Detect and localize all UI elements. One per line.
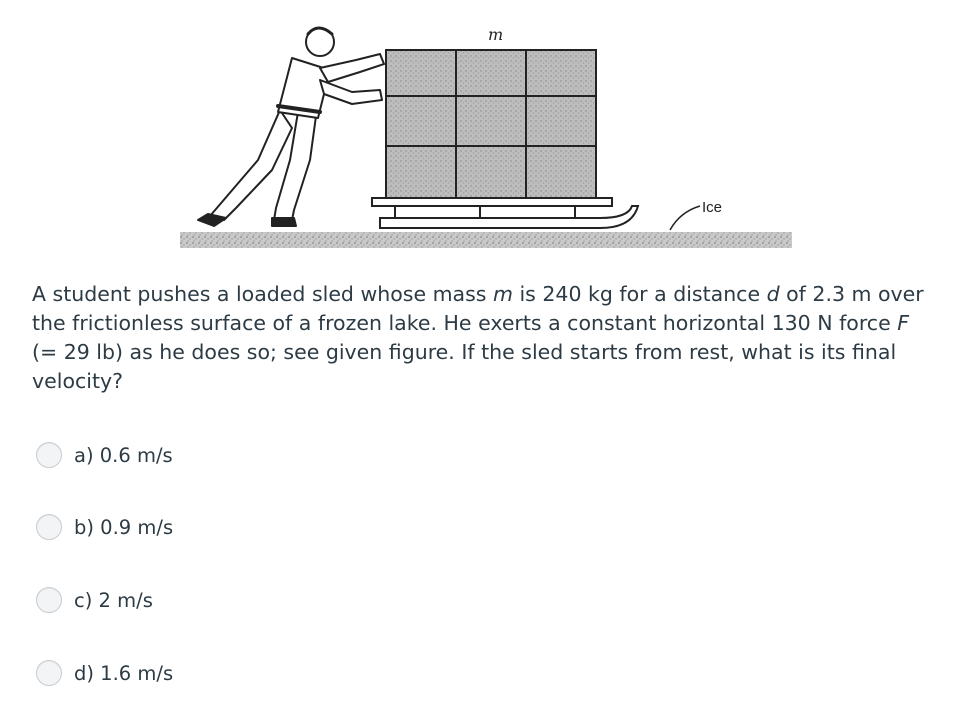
student-figure	[198, 28, 384, 226]
mass-label: m	[488, 25, 504, 44]
cargo-boxes	[386, 50, 596, 198]
radio-button-c[interactable]	[36, 587, 62, 613]
ice-ground	[180, 232, 792, 248]
answer-option-d[interactable]	[36, 658, 173, 688]
sled-illustration	[180, 20, 800, 260]
answer-label-a: a) 0.6 m/s	[74, 443, 173, 467]
question-text	[32, 280, 932, 396]
question-part-2: is 240 kg for a distance	[512, 282, 767, 306]
radio-button-b[interactable]	[36, 514, 62, 540]
answer-option-c[interactable]	[36, 585, 153, 615]
radio-button-d[interactable]	[36, 660, 62, 686]
answer-option-b[interactable]	[36, 512, 173, 542]
answer-label-d: d) 1.6 m/s	[74, 661, 174, 685]
answer-label-b: b) 0.9 m/s	[74, 515, 174, 539]
radio-button-a[interactable]	[36, 442, 62, 468]
question-part-1: A student pushes a loaded sled whose mass	[32, 282, 493, 306]
problem-figure	[180, 20, 800, 260]
answer-option-a[interactable]	[36, 440, 173, 470]
force-variable: F	[897, 311, 910, 335]
ice-pointer	[670, 206, 700, 230]
question-part-4: (= 29 lb) as he does so; see given figure. If the sled starts from rest, what is its final velocity?	[32, 340, 897, 393]
mass-variable: m	[492, 282, 513, 306]
ice-label: Ice	[702, 199, 723, 216]
distance-variable: d	[766, 282, 780, 306]
answer-label-c: c) 2 m/s	[74, 588, 153, 612]
sled	[372, 198, 638, 228]
question-part-3: of 2.3 m over the frictionless surface of a frozen lake. He exerts a constant horizontal 130 N force	[32, 282, 924, 335]
